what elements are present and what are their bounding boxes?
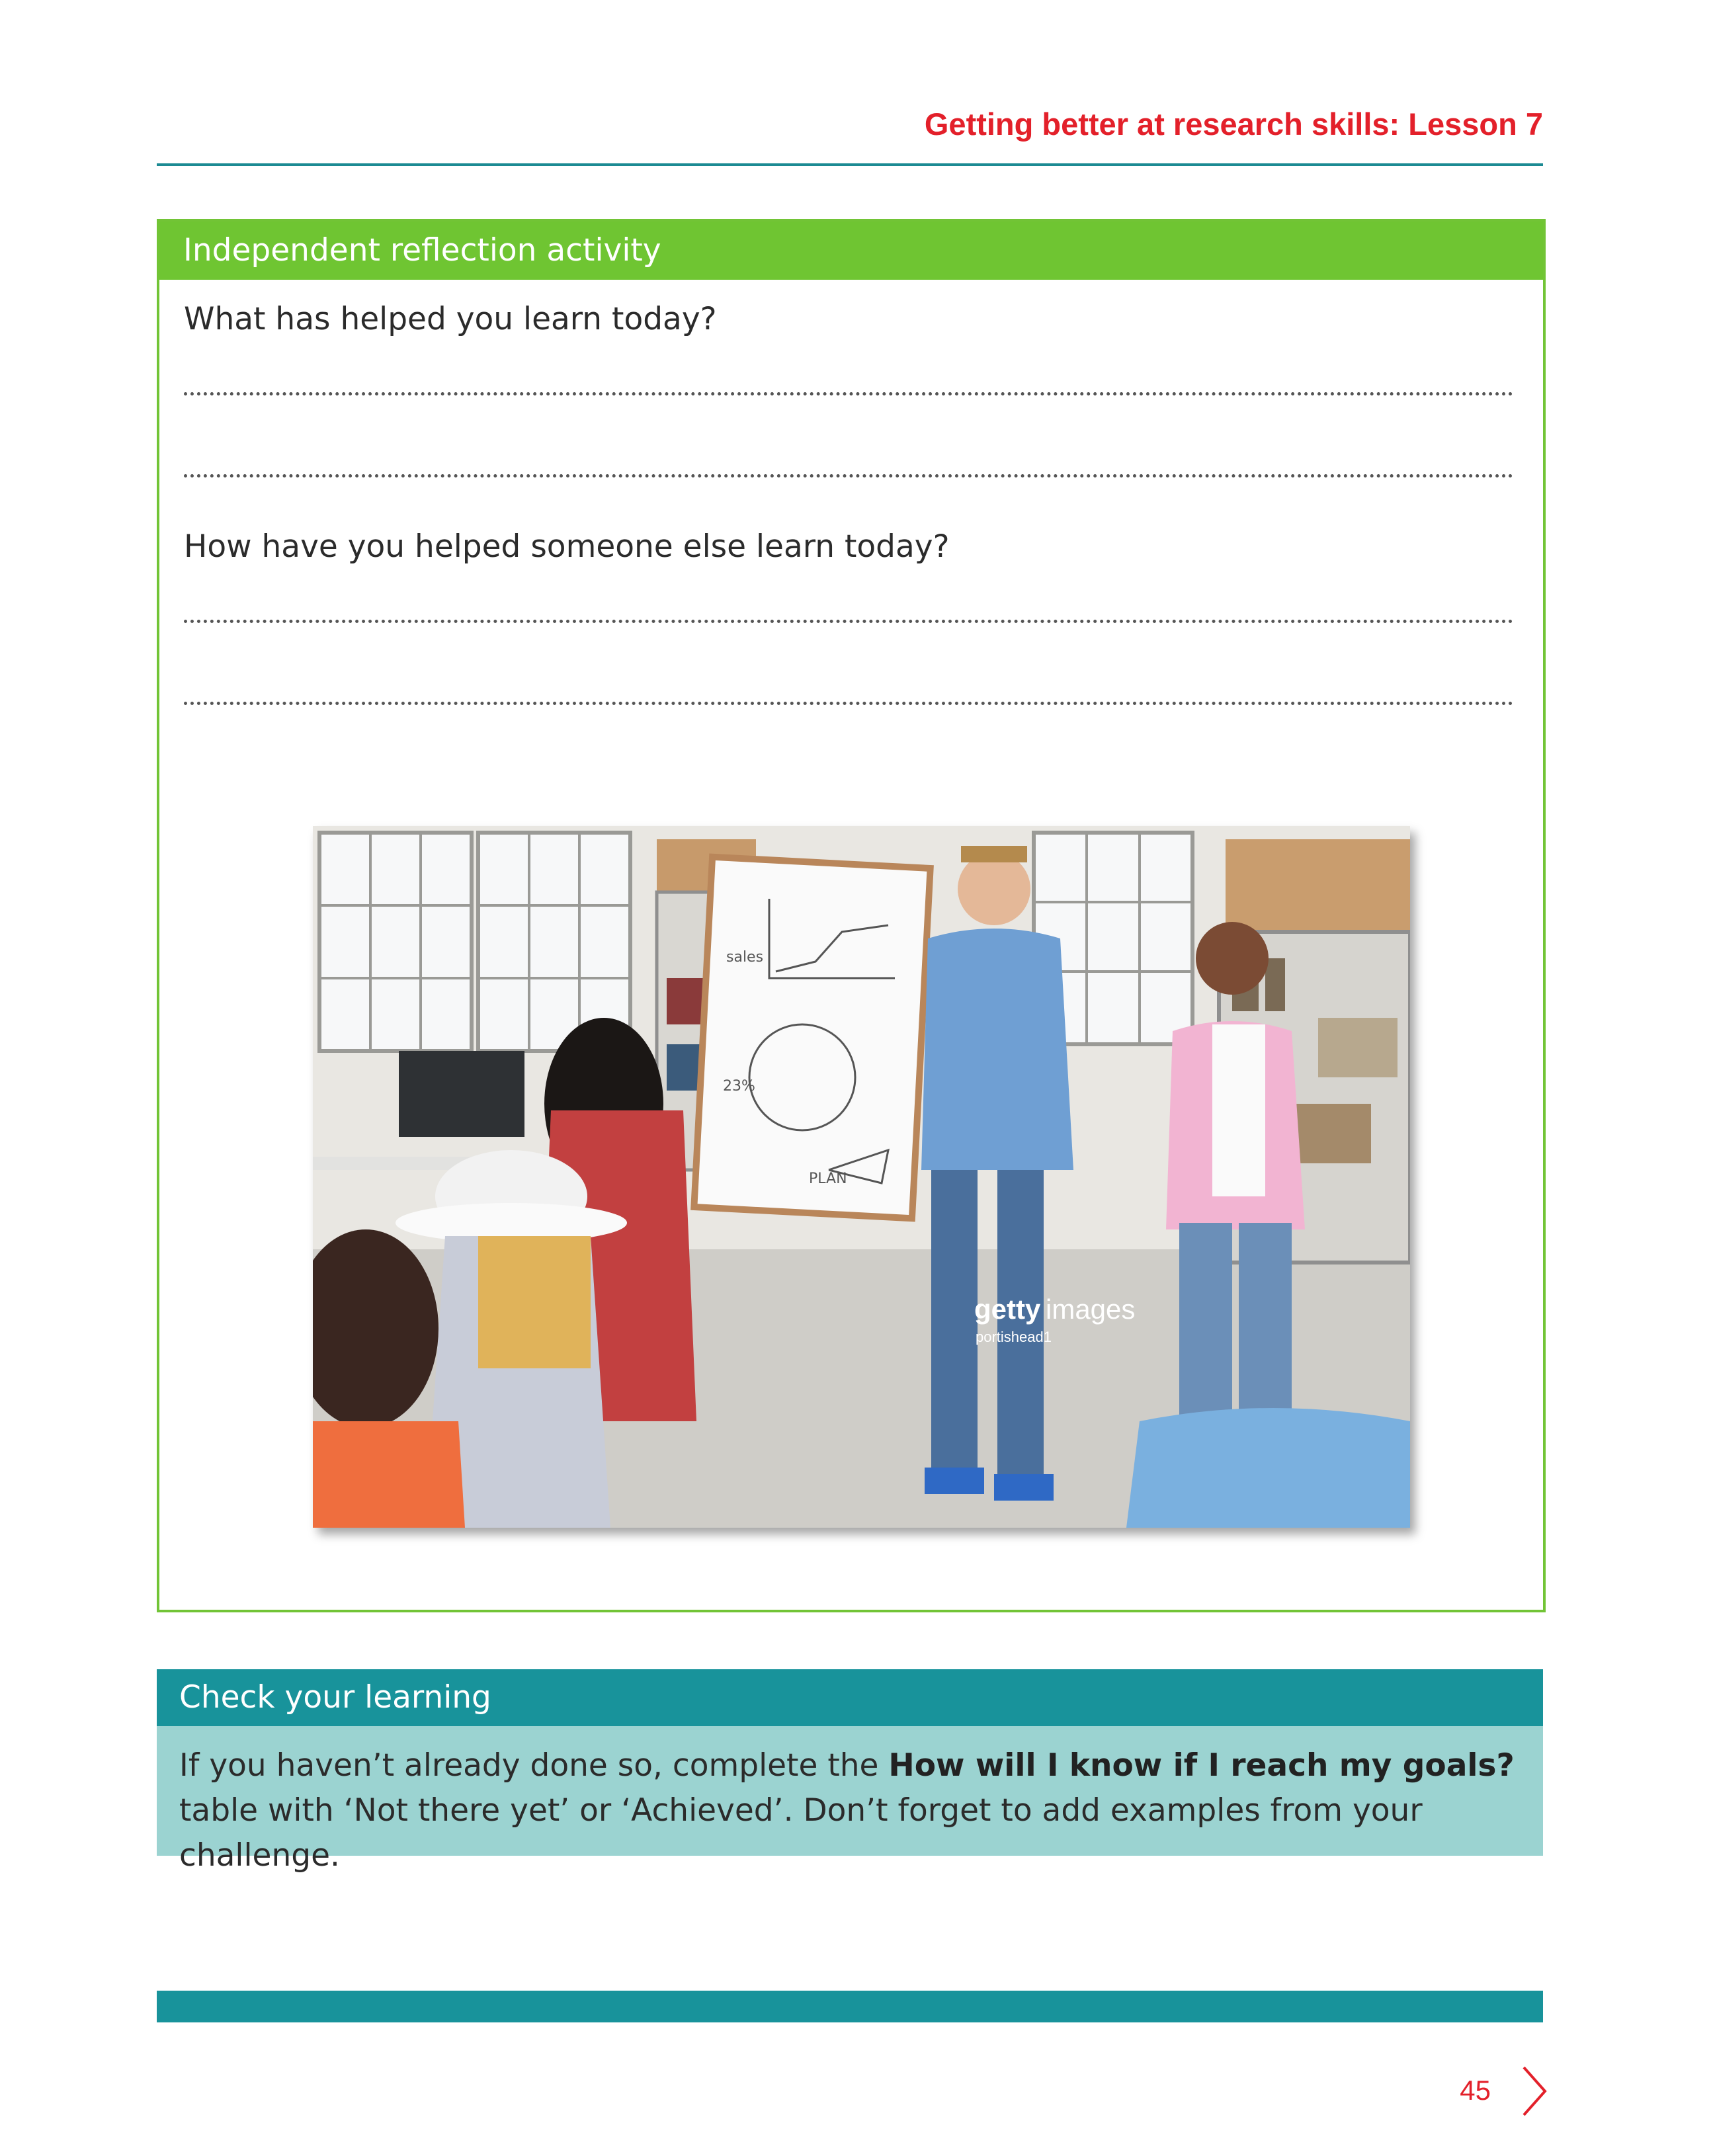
answer-line-1a[interactable] bbox=[184, 392, 1513, 395]
header-divider bbox=[157, 163, 1543, 166]
chevron-right-icon[interactable] bbox=[1521, 2065, 1548, 2118]
watermark-credit: portishead1 bbox=[976, 1329, 1052, 1345]
question-1: What has helped you learn today? bbox=[184, 301, 717, 337]
check-text-part1: If you haven’t already done so, complete the bbox=[179, 1747, 889, 1784]
check-text-bold: How will I know if I reach my goals? bbox=[888, 1747, 1515, 1784]
footer-band bbox=[157, 1991, 1543, 2022]
check-text-part2: table with ‘Not there yet’ or ‘Achieved’. Don’t forget to add examples from your challenge. bbox=[179, 1792, 1423, 1874]
check-learning-body bbox=[157, 1726, 1543, 1874]
page-number: 45 bbox=[1460, 2075, 1491, 2106]
watermark-brand-bold: getty bbox=[974, 1294, 1041, 1325]
whiteboard-label-percent: 23% bbox=[723, 1078, 755, 1095]
answer-line-2b[interactable] bbox=[184, 702, 1513, 705]
whiteboard-label-plan: PLAN bbox=[809, 1171, 847, 1187]
whiteboard-label-sales: sales bbox=[726, 949, 764, 966]
check-learning-heading: Check your learning bbox=[157, 1669, 1543, 1726]
answer-line-2a[interactable] bbox=[184, 620, 1513, 623]
page-header-title: Getting better at research skills: Lesson 7 bbox=[924, 106, 1543, 142]
reflection-activity-heading: Independent reflection activity bbox=[159, 222, 1543, 280]
classroom-presentation-photo bbox=[313, 826, 1410, 1528]
question-2: How have you helped someone else learn today? bbox=[184, 528, 950, 565]
answer-line-1b[interactable] bbox=[184, 474, 1513, 477]
watermark-brand-light: images bbox=[1046, 1294, 1136, 1325]
